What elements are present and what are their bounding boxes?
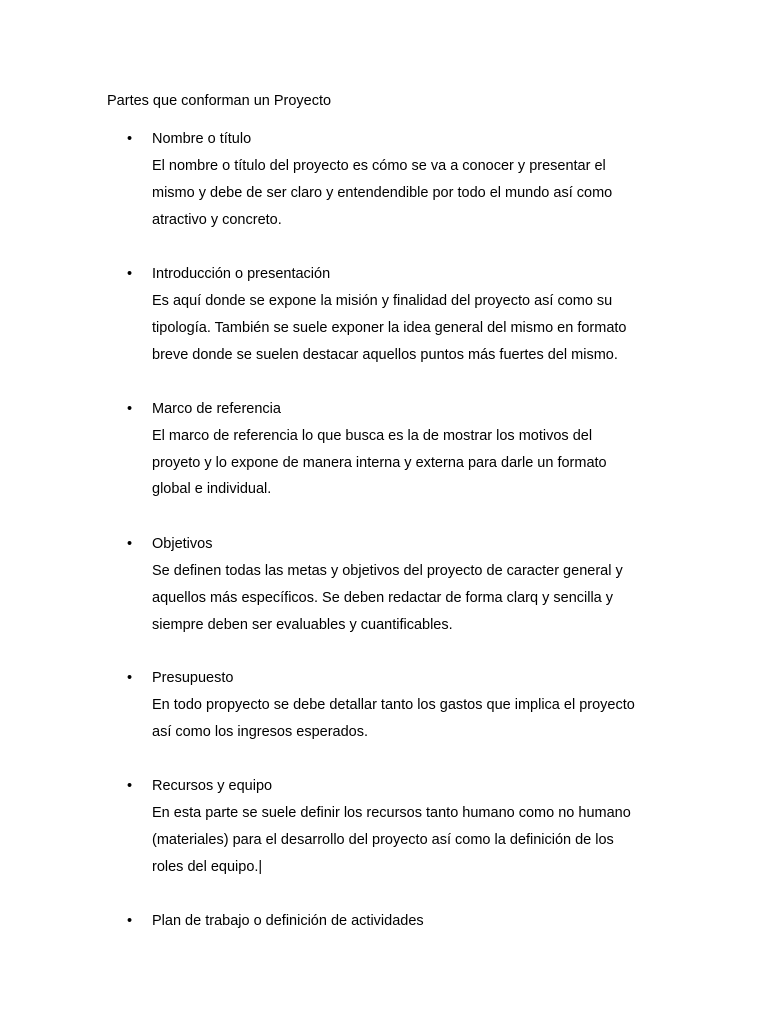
bullet-marker: • [127,266,133,282]
section-body-line: atractivo y concreto. [152,212,282,228]
section-body-line: global e individual. [152,481,272,497]
section-body-line: aquellos más específicos. Se deben redactar de forma clarq y sencilla y [152,590,614,606]
section-body-line: Es aquí donde se expone la misión y finalidad del proyecto así como su [152,293,613,309]
section-body-line: El marco de referencia lo que busca es la de mostrar los motivos del [152,428,593,444]
section-heading: Recursos y equipo [152,778,273,794]
section-heading: Introducción o presentación [152,266,331,282]
section-body-line: roles del equipo.| [152,859,263,875]
section-body-line: Se definen todas las metas y objetivos del proyecto de caracter general y [152,563,623,579]
bullet-marker: • [127,536,133,552]
bullet-marker: • [127,913,133,929]
bullet-marker: • [127,670,133,686]
bullet-marker: • [127,131,133,147]
document-title: Partes que conforman un Proyecto [107,93,332,109]
section-body-line: En todo propyecto se debe detallar tanto los gastos que implica el proyecto [152,697,635,713]
section-heading: Objetivos [152,536,213,552]
section-body-line: siempre deben ser evaluables y cuantificables. [152,617,453,633]
section-body-line: mismo y debe de ser claro y entendendible por todo el mundo así como [152,185,613,201]
section-heading: Marco de referencia [152,401,281,417]
section-body-line: (materiales) para el desarrollo del proyecto así como la definición de los [152,832,614,848]
section-body-line: tipología. También se suele exponer la idea general del mismo en formato [152,320,627,336]
section-body-line: así como los ingresos esperados. [152,724,368,740]
bullet-marker: • [127,401,133,417]
section-body-line: breve donde se suelen destacar aquellos puntos más fuertes del mismo. [152,347,618,363]
bullet-marker: • [127,778,133,794]
section-body-line: El nombre o título del proyecto es cómo se va a conocer y presentar el [152,158,606,174]
section-heading: Nombre o título [152,131,252,147]
section-heading: Presupuesto [152,670,234,686]
section-body-line: proyeto y lo expone de manera interna y externa para darle un formato [152,455,607,471]
section-heading: Plan de trabajo o definición de actividades [152,913,424,929]
section-body-line: En esta parte se suele definir los recursos tanto humano como no humano [152,805,631,821]
